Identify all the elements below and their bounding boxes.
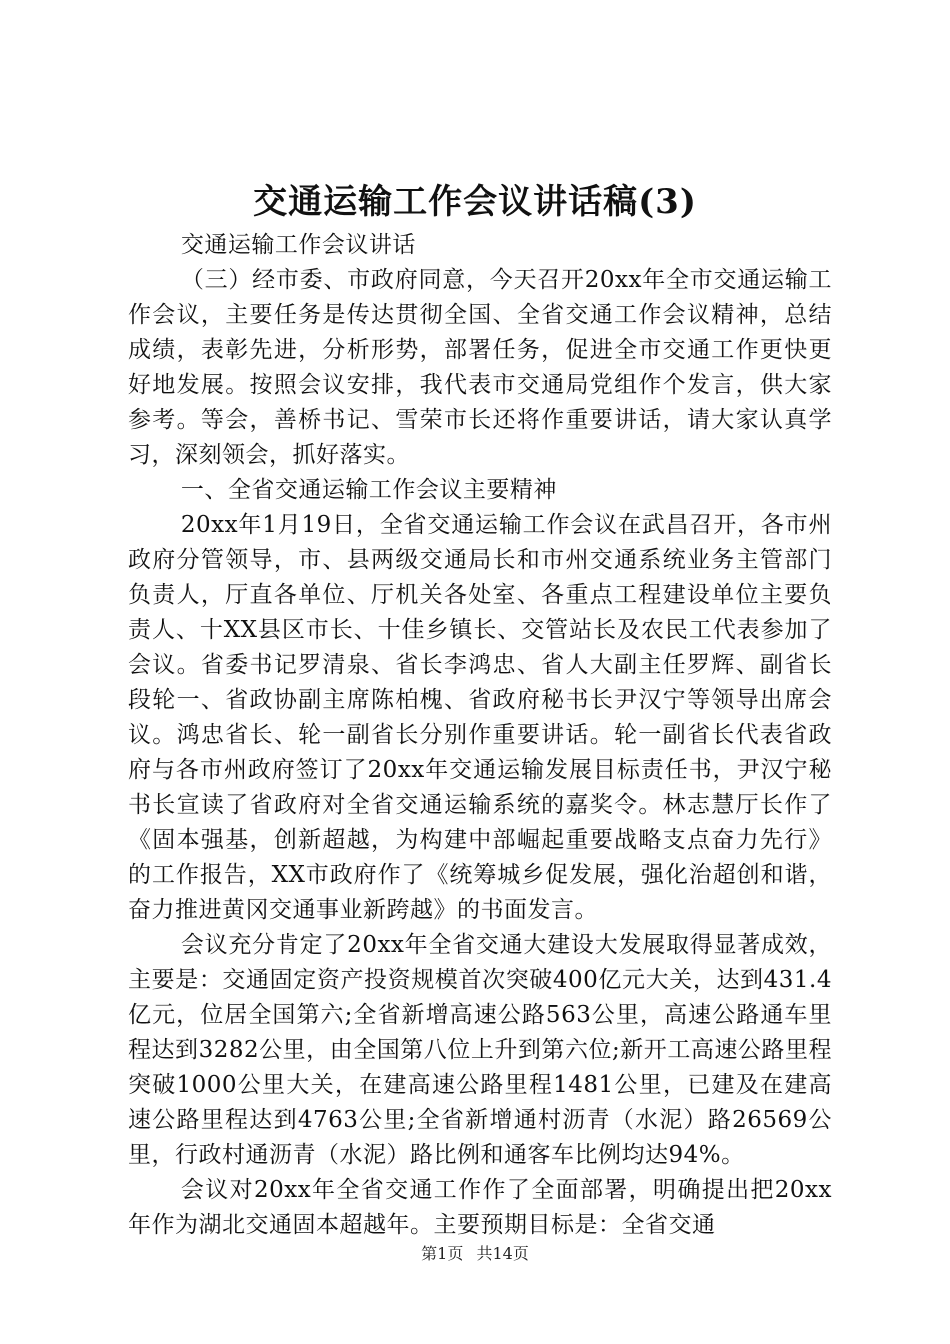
section-heading: 一、全省交通运输工作会议主要精神 [180, 477, 557, 503]
paragraph-meeting: 20xx年1月19日，全省交通运输工作会议在武昌召开，各市州政府分管领导，市、县两级交通局长和市州交通系统业务主管部门负责人，厅直各单位、厅机关各处室、各重点工程建设单位主要负责人、十XX县区市长、十佳乡镇长、交管站长及农民工代表参加了会议。省委书记罗清泉、省长李鸿忠、省人大副主任罗辉、副省长段轮一、省政协副主席陈柏槐、省政府秘书长尹汉宁等领导出席会议。鸿忠省长、轮一副省长分别作重要讲话。轮一副省长代表省政府与各市州政府签订了20xx年交通运输发展目标责任书，尹汉宁秘书长宣读了省政府对全省交通运输系统的嘉奖令。林志慧厅长作了《固本强基，创新超越，为构建中部崛起重要战略支点奋力先行》的工作报告，XX市政府作了《统筹城乡促发展，强化治超创和谐，奋力推进黄冈交通事业新跨越》的书面发言。 [128, 512, 832, 923]
document-title: 交通运输工作会议讲话稿(3) [253, 182, 697, 222]
paragraph-deployment: 会议对20xx年全省交通工作作了全面部署，明确提出把20xx年作为湖北交通固本超越年。主要预期目标是：全省交通 [128, 1177, 832, 1238]
paragraph-achievements: 会议充分肯定了20xx年全省交通大建设大发展取得显著成效，主要是：交通固定资产投资规模首次突破400亿元大关，达到431.4亿元，位居全国第六;全省新增高速公路563公里，高速公路通车里程达到3282公里，由全国第八位上升到第六位;新开工高速公路里程突破1000公里大关，在建高速公路里程1481公里，已建及在建高速公路里程达到4763公里;全省新增通村沥青（水泥）路26569公里，行政村通沥青（水泥）路比例和通客车比例均达94%。 [128, 932, 832, 1168]
document-body [128, 228, 832, 1243]
page-total: 共14页 [476, 1244, 529, 1263]
paragraph-subtitle: 交通运输工作会议讲话 [180, 232, 416, 258]
page-footer [0, 1242, 950, 1266]
paragraph-intro: （三）经市委、市政府同意，今天召开20xx年全市交通运输工作会议，主要任务是传达贯彻全国、全省交通工作会议精神，总结成绩，表彰先进，分析形势，部署任务，促进全市交通工作更快更好地发展。按照会议安排，我代表市交通局党组作个发言，供大家参考。等会，善桥书记、雪荣市长还将作重要讲话，请大家认真学习，深刻领会，抓好落实。 [128, 267, 832, 468]
page-number: 第1页 [421, 1244, 464, 1263]
